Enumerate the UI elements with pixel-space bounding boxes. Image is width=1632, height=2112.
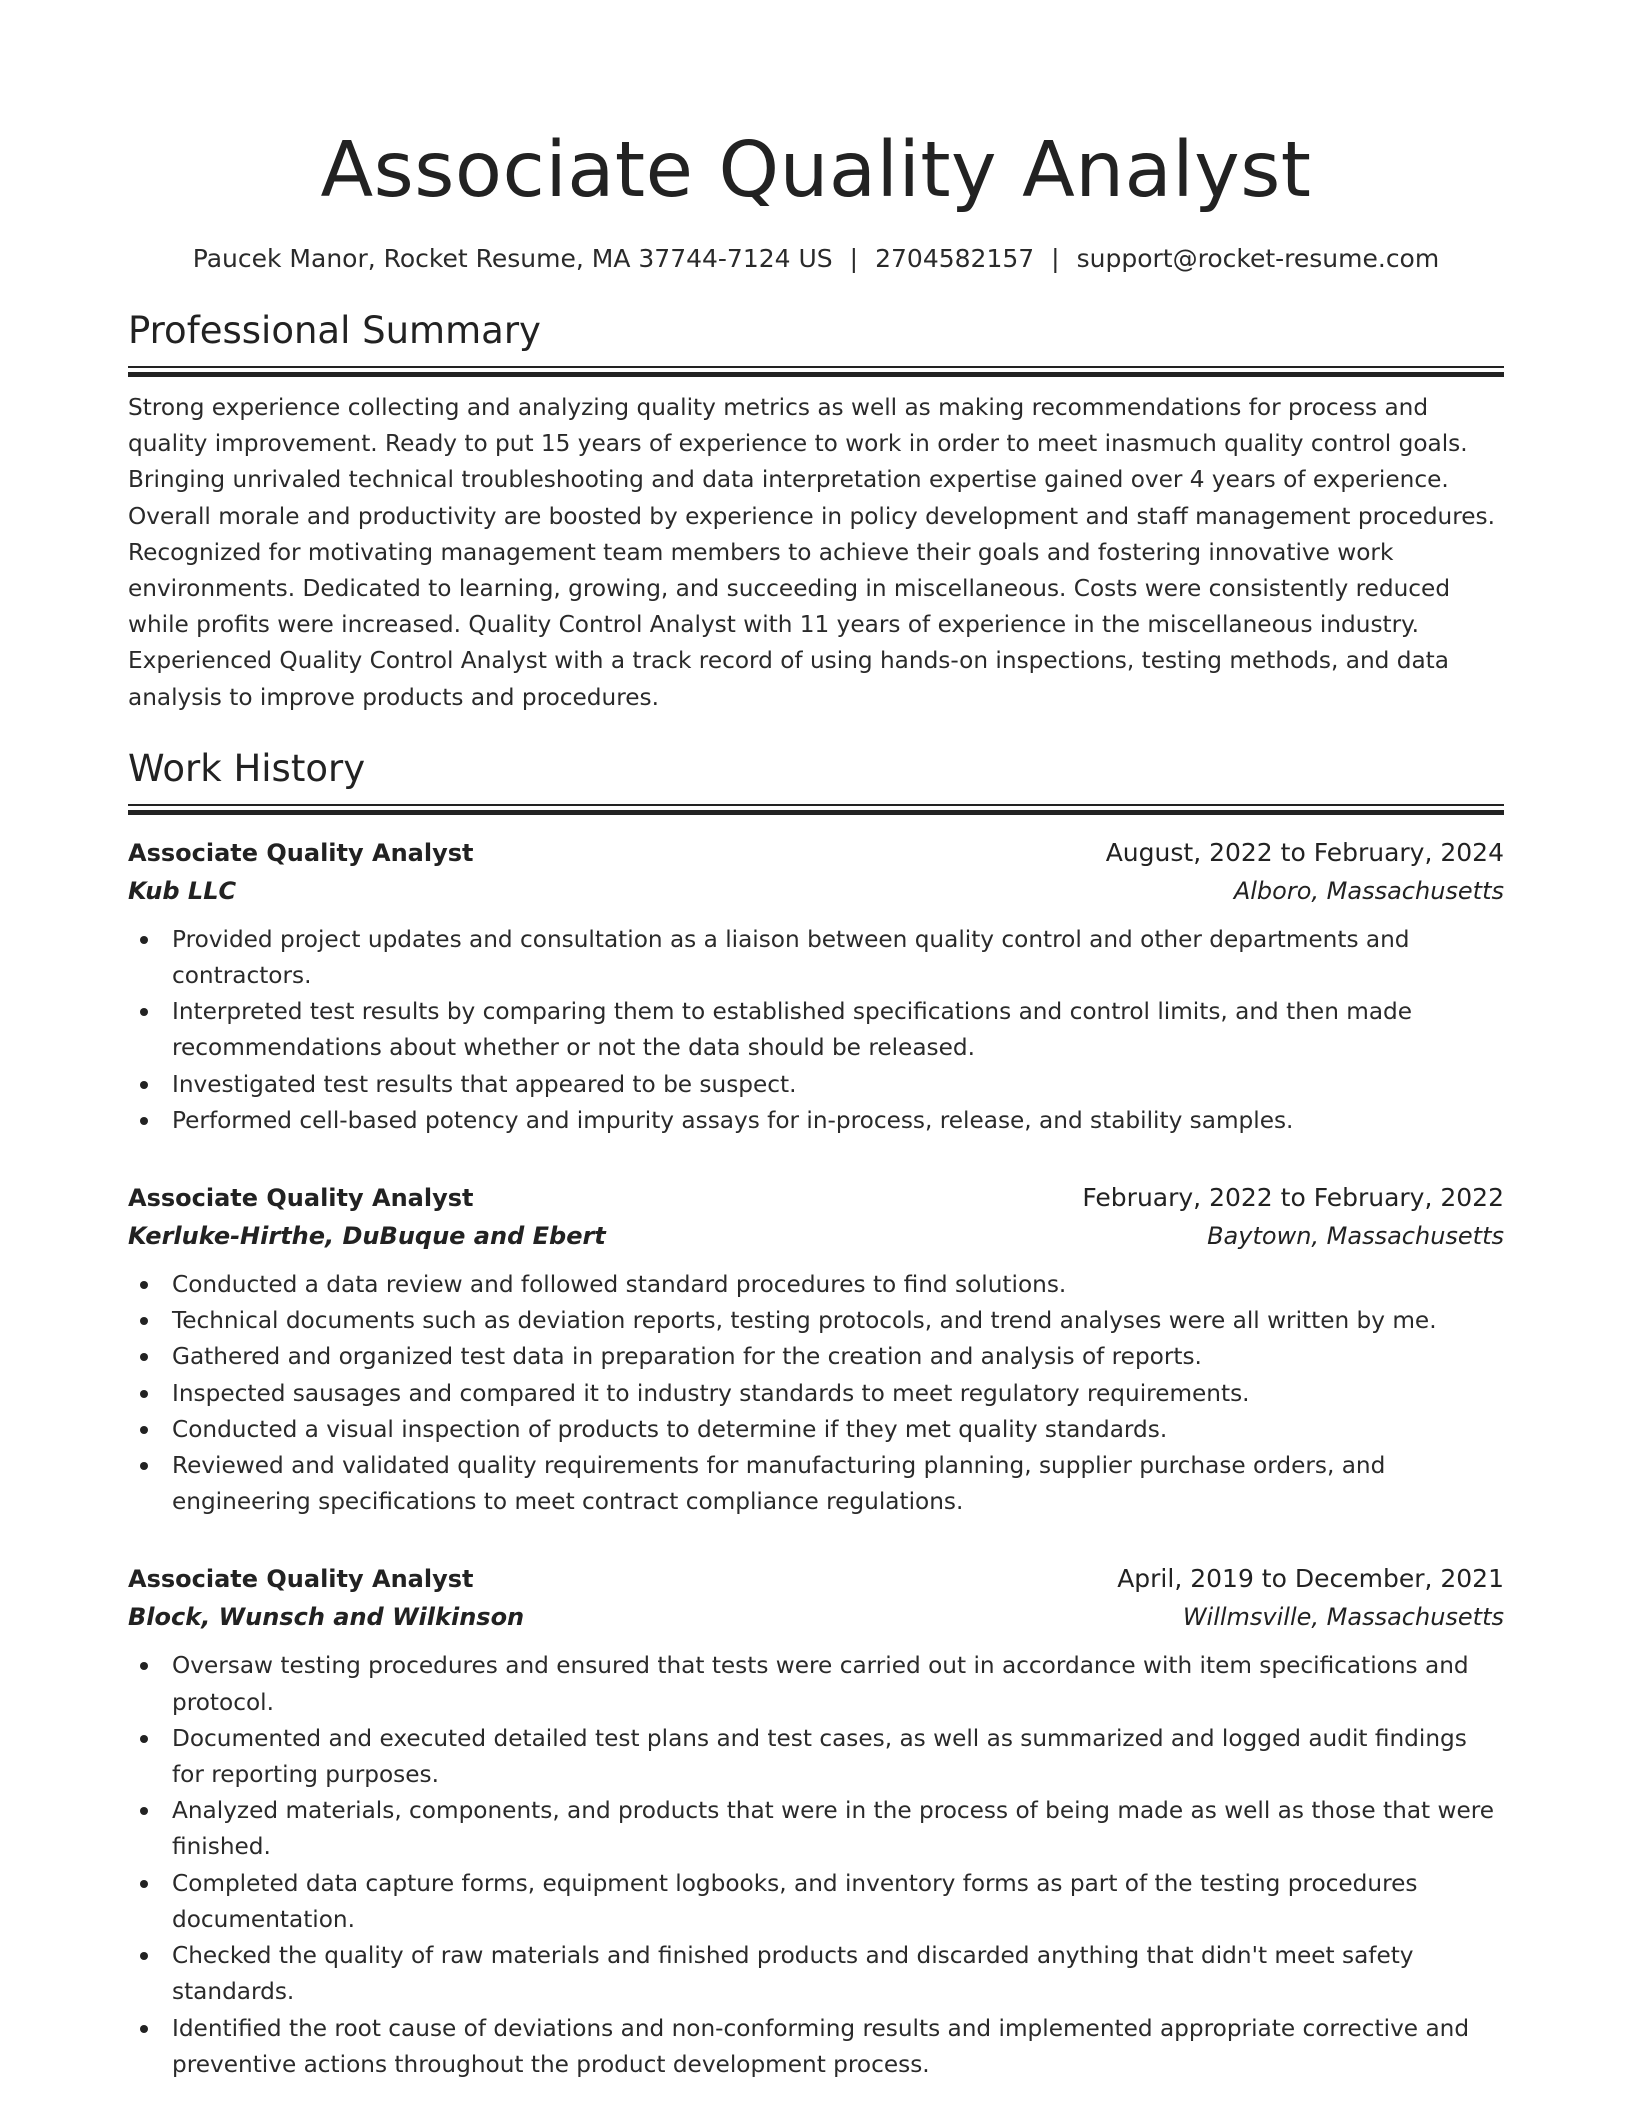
- job-subheader: [128, 872, 1504, 910]
- resume-page: [128, 0, 1504, 2083]
- section-divider: [128, 804, 1504, 816]
- job-location: Willmsville, Massachusetts: [1182, 1603, 1504, 1632]
- job-entry: [128, 1179, 1504, 1520]
- job-location: Alboro, Massachusetts: [1233, 876, 1504, 905]
- job-bullet: Oversaw testing procedures and ensured that tests were carried out in accordance with item specifications and protocol.: [128, 1648, 1504, 1720]
- contact-separator: |: [849, 244, 859, 273]
- resume-name: Associate Quality Analyst: [320, 126, 1312, 215]
- job-bullet: Completed data capture forms, equipment logbooks, and inventory forms as part of the testing procedures documentation.: [128, 1866, 1504, 1938]
- section-title-summary: Professional Summary: [128, 309, 541, 352]
- job-title: Associate Quality Analyst: [128, 1565, 474, 1594]
- job-dates: April, 2019 to December, 2021: [1117, 1564, 1504, 1594]
- job-title: Associate Quality Analyst: [128, 838, 474, 867]
- job-bullet: Provided project updates and consultation as a liaison between quality control and other departments and contractors.: [128, 922, 1504, 994]
- job-subheader: [128, 1598, 1504, 1636]
- contact-line: [128, 242, 1504, 276]
- job-bullet-list: [128, 1267, 1504, 1520]
- job-bullet: Interpreted test results by comparing them to established specifications and control limits, and then made recommendations about whether or not the data should be released.: [128, 994, 1504, 1066]
- contact-email: support@rocket-resume.com: [1076, 244, 1440, 273]
- job-bullet: Checked the quality of raw materials and finished products and discarded anything that didn't meet safety standards.: [128, 1938, 1504, 2010]
- job-location: Baytown, Massachusetts: [1207, 1222, 1504, 1251]
- summary-text: Strong experience collecting and analyzing quality metrics as well as making recommendations for process and quality improvement. Ready to put 15 years of experience to work in order to meet inasmuch quality control goals. Bringing unrivaled technical troubleshooting and data interpretation expertise gained over 4 years of experience. Overall morale and productivity are boosted by experience in policy development and staff management procedures. Recognized for motivating management team members to achieve their goals and fostering innovative work environments. Dedicated to learning, growing, and succeeding in miscellaneous. Costs were consistently reduced while profits were increased. Quality Control Analyst with 11 years of experience in the miscellaneous industry. Experienced Quality Control Analyst with a track record of using hands-on inspections, testing methods, and data analysis to improve products and procedures.: [128, 394, 1495, 711]
- job-bullet: Investigated test results that appeared to be suspect.: [128, 1067, 1504, 1103]
- job-bullet: Conducted a data review and followed standard procedures to find solutions.: [128, 1267, 1504, 1303]
- job-header: [128, 1560, 1504, 1598]
- section-divider: [128, 366, 1504, 378]
- job-bullet: Reviewed and validated quality requirements for manufacturing planning, supplier purchase orders, and engineering specifications to meet contract compliance regulations.: [128, 1448, 1504, 1520]
- job-entry: [128, 1560, 1504, 2082]
- job-bullet: Inspected sausages and compared it to industry standards to meet regulatory requirements.: [128, 1376, 1504, 1412]
- job-bullet: Identified the root cause of deviations and non-conforming results and implemented appropriate corrective and preventive actions throughout the product development process.: [128, 2011, 1504, 2083]
- contact-separator: |: [1051, 244, 1060, 273]
- contact-address: Paucek Manor, Rocket Resume, MA 37744-7124 US: [192, 244, 833, 273]
- job-bullet: Documented and executed detailed test plans and test cases, as well as summarized and logged audit findings for reporting purposes.: [128, 1721, 1504, 1793]
- job-header: [128, 1179, 1504, 1217]
- job-company: Kub LLC: [128, 876, 237, 905]
- job-bullet: Conducted a visual inspection of products to determine if they met quality standards.: [128, 1412, 1504, 1448]
- job-header: [128, 834, 1504, 872]
- professional-summary-section: [128, 308, 1504, 716]
- job-bullet: Gathered and organized test data in preparation for the creation and analysis of reports.: [128, 1339, 1504, 1375]
- job-company: Block, Wunsch and Wilkinson: [128, 1603, 525, 1632]
- section-title-work: Work History: [128, 746, 366, 790]
- job-company: Kerluke-Hirthe, DuBuque and Ebert: [128, 1222, 606, 1251]
- job-bullet-list: [128, 1648, 1504, 2082]
- contact-phone: 2704582157: [875, 244, 1035, 273]
- job-dates: February, 2022 to February, 2022: [1082, 1183, 1504, 1213]
- job-dates: August, 2022 to February, 2024: [1105, 837, 1504, 867]
- job-entry: [128, 834, 1504, 1139]
- job-subheader: [128, 1217, 1504, 1255]
- job-bullet: Analyzed materials, components, and products that were in the process of being made as well as those that were finished.: [128, 1793, 1504, 1865]
- job-bullet: Technical documents such as deviation reports, testing protocols, and trend analyses were all written by me.: [128, 1303, 1504, 1339]
- job-bullet: Performed cell-based potency and impurity assays for in-process, release, and stability samples.: [128, 1103, 1504, 1139]
- job-title: Associate Quality Analyst: [128, 1184, 474, 1213]
- work-history-section: [128, 746, 1504, 2083]
- job-bullet-list: [128, 922, 1504, 1139]
